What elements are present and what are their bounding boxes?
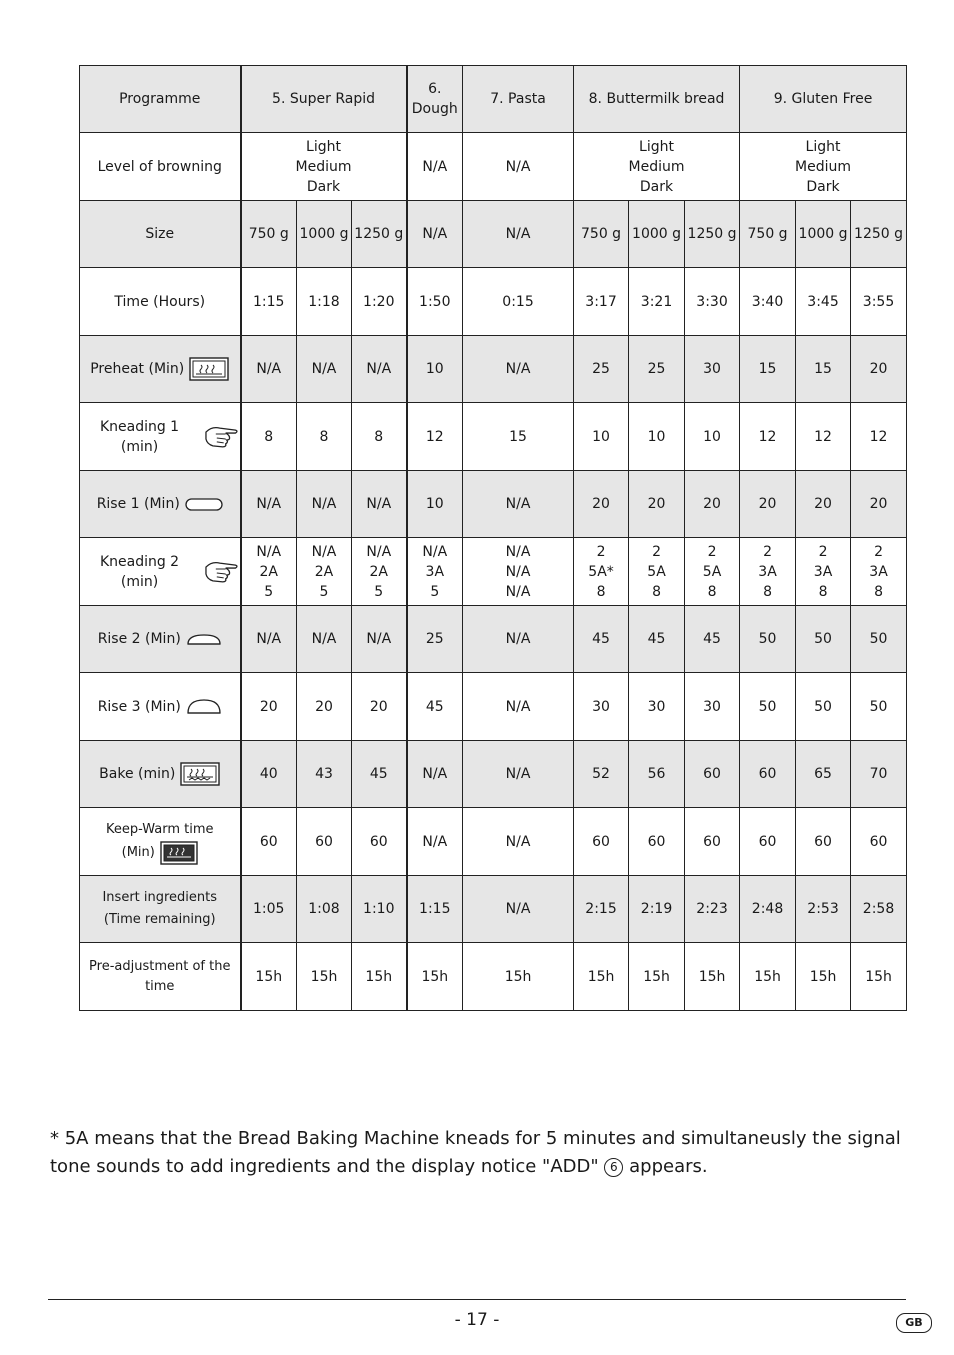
table-cell: 10 xyxy=(629,403,685,471)
cell-line: 5 xyxy=(430,583,440,600)
table-cell: 15h xyxy=(463,943,574,1011)
cell-line: N/A xyxy=(505,583,531,600)
browning-gluten-free xyxy=(740,133,907,201)
table-cell: 0:15 xyxy=(463,268,574,336)
table-cell: 1250 g xyxy=(851,201,907,268)
browning-light: Light xyxy=(805,138,841,155)
table-cell: 60 xyxy=(629,808,685,876)
browning-medium: Medium xyxy=(795,158,852,175)
cell-line: 3A xyxy=(758,563,777,580)
table-cell: 50 xyxy=(851,673,907,741)
table-cell: 8 xyxy=(297,403,352,471)
header-dough xyxy=(407,66,463,133)
table-cell: 1:05 xyxy=(241,876,297,943)
table-cell xyxy=(796,538,851,606)
browning-super-rapid xyxy=(241,133,407,201)
table-cell: 1:10 xyxy=(352,876,407,943)
table-cell: 15h xyxy=(574,943,629,1011)
table-cell: 15h xyxy=(740,943,796,1011)
table-cell: 50 xyxy=(740,673,796,741)
table-cell: 20 xyxy=(851,471,907,538)
table-cell: 20 xyxy=(241,673,297,741)
footer-divider xyxy=(48,1299,906,1300)
header-dough-name: Dough xyxy=(411,101,458,117)
kneading-2-label: Kneading 2 (min) xyxy=(99,553,180,590)
insert-ingredients-sublabel: (Time remaining) xyxy=(103,912,216,927)
kneading-2-row xyxy=(80,538,907,606)
table-cell: 40 xyxy=(241,741,297,808)
table-cell: N/A xyxy=(463,673,574,741)
table-cell: N/A xyxy=(352,471,407,538)
table-cell: 15 xyxy=(463,403,574,471)
display-marker-icon: 6 xyxy=(604,1158,623,1177)
table-cell: 45 xyxy=(352,741,407,808)
time-label: Time (Hours) xyxy=(80,268,241,336)
keep-warm-row xyxy=(80,808,907,876)
preheat-row xyxy=(80,336,907,403)
pre-adjustment-row xyxy=(80,943,907,1011)
table-cell: 2:58 xyxy=(851,876,907,943)
table-cell: 8 xyxy=(241,403,297,471)
table-cell: 10 xyxy=(574,403,629,471)
table-cell: N/A xyxy=(463,876,574,943)
page-number: - 17 - xyxy=(454,1310,500,1330)
table-cell: 45 xyxy=(574,606,629,673)
table-cell xyxy=(740,538,796,606)
table-cell: N/A xyxy=(241,606,297,673)
table-cell: 3:45 xyxy=(796,268,851,336)
table-cell: 10 xyxy=(685,403,740,471)
table-cell: 60 xyxy=(685,741,740,808)
rise-2-row xyxy=(80,606,907,673)
table-cell xyxy=(463,538,574,606)
kneading-hand-icon xyxy=(204,559,239,585)
preheat-icon xyxy=(189,357,229,381)
table-cell: 3:21 xyxy=(629,268,685,336)
rise-2-label-cell xyxy=(80,606,241,673)
table-cell: 1000 g xyxy=(629,201,685,268)
cell-line: N/A xyxy=(422,543,448,560)
table-cell: 25 xyxy=(574,336,629,403)
table-cell: N/A xyxy=(463,606,574,673)
table-cell: 12 xyxy=(740,403,796,471)
table-cell: 750 g xyxy=(241,201,297,268)
browning-medium: Medium xyxy=(295,158,352,175)
size-row xyxy=(80,201,907,268)
cell-line: 5A xyxy=(702,563,722,580)
cell-line: 3A xyxy=(869,563,888,580)
table-cell: 43 xyxy=(297,741,352,808)
table-cell: 30 xyxy=(685,336,740,403)
table-cell: 60 xyxy=(740,741,796,808)
table-cell: 50 xyxy=(851,606,907,673)
table-cell: 15 xyxy=(796,336,851,403)
table-cell: 50 xyxy=(796,673,851,741)
footnote-text-end: appears. xyxy=(629,1156,708,1177)
cell-line: 2A xyxy=(314,563,334,580)
table-cell: 60 xyxy=(241,808,297,876)
cell-line: 8 xyxy=(763,583,772,600)
table-cell: 20 xyxy=(685,471,740,538)
table-cell: 1:15 xyxy=(407,876,463,943)
table-cell: 8 xyxy=(352,403,407,471)
table-cell: 1000 g xyxy=(796,201,851,268)
browning-light: Light xyxy=(639,138,674,155)
footnote-text: * 5A means that the Bread Baking Machine kneads for 5 minutes and simultaneusly the signal tone sounds to add ingredients and the display notice "ADD" xyxy=(50,1128,901,1177)
size-label: Size xyxy=(80,201,241,268)
table-cell: 10 xyxy=(407,336,463,403)
bake-label: Bake (min) xyxy=(99,766,176,782)
browning-dark: Dark xyxy=(306,178,341,195)
table-cell: 15h xyxy=(796,943,851,1011)
header-dough-number: 6. xyxy=(428,81,442,97)
browning-pasta: N/A xyxy=(463,133,574,201)
browning-buttermilk xyxy=(574,133,740,201)
table-cell xyxy=(352,538,407,606)
cell-line: 5 xyxy=(264,583,274,600)
keep-warm-unit: (Min) xyxy=(121,844,155,860)
table-cell: N/A xyxy=(352,606,407,673)
table-cell: 60 xyxy=(574,808,629,876)
header-buttermilk: 8. Buttermilk bread xyxy=(574,66,740,133)
table-cell: N/A xyxy=(463,471,574,538)
table-cell: N/A xyxy=(241,471,297,538)
table-cell xyxy=(574,538,629,606)
cell-line: N/A xyxy=(366,543,392,560)
cell-line: 3A xyxy=(425,563,445,580)
language-badge: GB xyxy=(896,1313,932,1333)
browning-label: Level of browning xyxy=(80,133,241,201)
table-cell: 25 xyxy=(629,336,685,403)
browning-dark: Dark xyxy=(639,178,674,195)
cell-line: 8 xyxy=(652,583,661,600)
table-cell: N/A xyxy=(297,606,352,673)
table-cell: N/A xyxy=(352,336,407,403)
table-cell: 3:40 xyxy=(740,268,796,336)
table-cell: 45 xyxy=(407,673,463,741)
table-cell: 1:08 xyxy=(297,876,352,943)
table-cell: 20 xyxy=(352,673,407,741)
kneading-1-label: Kneading 1 (min) xyxy=(99,418,180,455)
programme-header-row xyxy=(80,66,907,133)
table-cell: 20 xyxy=(796,471,851,538)
table-cell: 45 xyxy=(685,606,740,673)
header-gluten-free: 9. Gluten Free xyxy=(740,66,907,133)
header-pasta: 7. Pasta xyxy=(463,66,574,133)
bake-row xyxy=(80,741,907,808)
rise-3-label-cell xyxy=(80,673,241,741)
programme-table xyxy=(79,65,907,1011)
table-cell: 3:30 xyxy=(685,268,740,336)
table-cell: 65 xyxy=(796,741,851,808)
table-cell: 12 xyxy=(796,403,851,471)
cell-line: 2 xyxy=(652,543,661,560)
table-cell: 2:48 xyxy=(740,876,796,943)
cell-line: 2 xyxy=(763,543,772,560)
table-cell: 56 xyxy=(629,741,685,808)
table-cell: 60 xyxy=(851,808,907,876)
table-cell: 1:50 xyxy=(407,268,463,336)
cell-line: 8 xyxy=(818,583,828,600)
rise-3-row xyxy=(80,673,907,741)
cell-line: N/A xyxy=(311,543,337,560)
table-cell xyxy=(851,538,907,606)
table-cell: 25 xyxy=(407,606,463,673)
table-cell: 10 xyxy=(407,471,463,538)
cell-line: 2A xyxy=(369,563,388,580)
table-cell: 2:15 xyxy=(574,876,629,943)
table-cell: 70 xyxy=(851,741,907,808)
table-cell: 2:23 xyxy=(685,876,740,943)
table-cell xyxy=(629,538,685,606)
table-cell: 2:19 xyxy=(629,876,685,943)
table-cell: 1000 g xyxy=(297,201,352,268)
insert-ingredients-row xyxy=(80,876,907,943)
cell-line: 5 xyxy=(319,583,329,600)
table-cell: 15h xyxy=(629,943,685,1011)
kneading-hand-icon xyxy=(204,424,239,450)
browning-dough: N/A xyxy=(407,133,463,201)
kneading-1-row xyxy=(80,403,907,471)
table-cell: 15h xyxy=(297,943,352,1011)
cell-line: 3A xyxy=(813,563,833,580)
table-cell: 2:53 xyxy=(796,876,851,943)
table-cell: 15h xyxy=(685,943,740,1011)
table-cell: 15h xyxy=(241,943,297,1011)
rise-3-icon xyxy=(186,698,222,716)
table-cell: 30 xyxy=(685,673,740,741)
preheat-label: Preheat (Min) xyxy=(90,361,185,377)
footnote xyxy=(50,1125,920,1181)
table-cell: 12 xyxy=(407,403,463,471)
cell-line: 2A xyxy=(259,563,278,580)
cell-line: N/A xyxy=(505,563,531,580)
table-cell: N/A xyxy=(463,741,574,808)
preheat-label-cell xyxy=(80,336,241,403)
table-cell: N/A xyxy=(241,336,297,403)
table-cell: N/A xyxy=(463,808,574,876)
cell-line: N/A xyxy=(256,543,282,560)
cell-line: 5 xyxy=(374,583,384,600)
browning-light: Light xyxy=(306,138,341,155)
rise-2-label: Rise 2 (Min) xyxy=(97,631,181,647)
browning-row xyxy=(80,133,907,201)
table-cell: N/A xyxy=(407,201,463,268)
rise-1-row xyxy=(80,471,907,538)
time-row xyxy=(80,268,907,336)
table-cell: N/A xyxy=(407,741,463,808)
cell-line: 2 xyxy=(707,543,717,560)
bake-icon xyxy=(180,762,220,786)
table-cell: 15h xyxy=(352,943,407,1011)
table-cell xyxy=(241,538,297,606)
table-cell: 52 xyxy=(574,741,629,808)
table-cell: N/A xyxy=(407,808,463,876)
table-cell: 750 g xyxy=(574,201,629,268)
bake-label-cell xyxy=(80,741,241,808)
table-cell: 1250 g xyxy=(352,201,407,268)
table-cell: 50 xyxy=(796,606,851,673)
rise-2-icon xyxy=(186,631,222,647)
table-cell: 60 xyxy=(740,808,796,876)
table-cell: 50 xyxy=(740,606,796,673)
table-cell: 1:18 xyxy=(297,268,352,336)
table-cell: 3:17 xyxy=(574,268,629,336)
table-cell: 45 xyxy=(629,606,685,673)
header-super-rapid: 5. Super Rapid xyxy=(241,66,407,133)
table-cell: 20 xyxy=(851,336,907,403)
browning-dark: Dark xyxy=(806,178,840,195)
table-cell: N/A xyxy=(463,201,574,268)
rise-1-label: Rise 1 (Min) xyxy=(96,496,180,512)
kneading-2-label-cell xyxy=(80,538,241,606)
table-cell: 1:15 xyxy=(241,268,297,336)
table-cell: 3:55 xyxy=(851,268,907,336)
table-cell: 15h xyxy=(851,943,907,1011)
cell-line: 5A xyxy=(647,563,666,580)
cell-line: 2 xyxy=(596,543,606,560)
table-cell: 60 xyxy=(297,808,352,876)
table-cell: 60 xyxy=(352,808,407,876)
table-cell: 20 xyxy=(297,673,352,741)
table-cell: 20 xyxy=(740,471,796,538)
table-cell: 15h xyxy=(407,943,463,1011)
keep-warm-icon xyxy=(160,841,198,865)
cell-line: 2 xyxy=(818,543,828,560)
cell-line: 2 xyxy=(874,543,883,560)
insert-ingredients-label-cell xyxy=(80,876,241,943)
rise-3-label: Rise 3 (Min) xyxy=(97,698,181,715)
table-cell xyxy=(407,538,463,606)
table-cell: 12 xyxy=(851,403,907,471)
browning-medium: Medium xyxy=(628,158,685,175)
table-cell: N/A xyxy=(297,336,352,403)
table-cell: 60 xyxy=(796,808,851,876)
cell-line: N/A xyxy=(505,543,531,560)
rise-1-label-cell xyxy=(80,471,241,538)
table-cell: N/A xyxy=(297,471,352,538)
insert-ingredients-label: Insert ingredients xyxy=(102,890,218,905)
keep-warm-label-cell xyxy=(80,808,241,876)
table-cell: 1250 g xyxy=(685,201,740,268)
cell-line: 8 xyxy=(707,583,717,600)
pre-adjustment-label: Pre-adjustment of the time xyxy=(80,943,241,1011)
programme-label: Programme xyxy=(80,66,241,133)
cell-line: 8 xyxy=(874,583,883,600)
table-cell: 60 xyxy=(685,808,740,876)
table-cell: 20 xyxy=(629,471,685,538)
rise-1-icon xyxy=(185,496,223,512)
keep-warm-label: Keep-Warm time xyxy=(105,821,214,837)
table-cell: 30 xyxy=(629,673,685,741)
table-cell: 30 xyxy=(574,673,629,741)
table-cell: N/A xyxy=(463,336,574,403)
table-cell xyxy=(685,538,740,606)
table-cell: 750 g xyxy=(740,201,796,268)
table-cell: 1:20 xyxy=(352,268,407,336)
cell-line: 8 xyxy=(596,583,606,600)
table-cell: 15 xyxy=(740,336,796,403)
table-cell xyxy=(297,538,352,606)
table-cell: 20 xyxy=(574,471,629,538)
cell-line: 5A* xyxy=(588,563,614,580)
kneading-1-label-cell xyxy=(80,403,241,471)
